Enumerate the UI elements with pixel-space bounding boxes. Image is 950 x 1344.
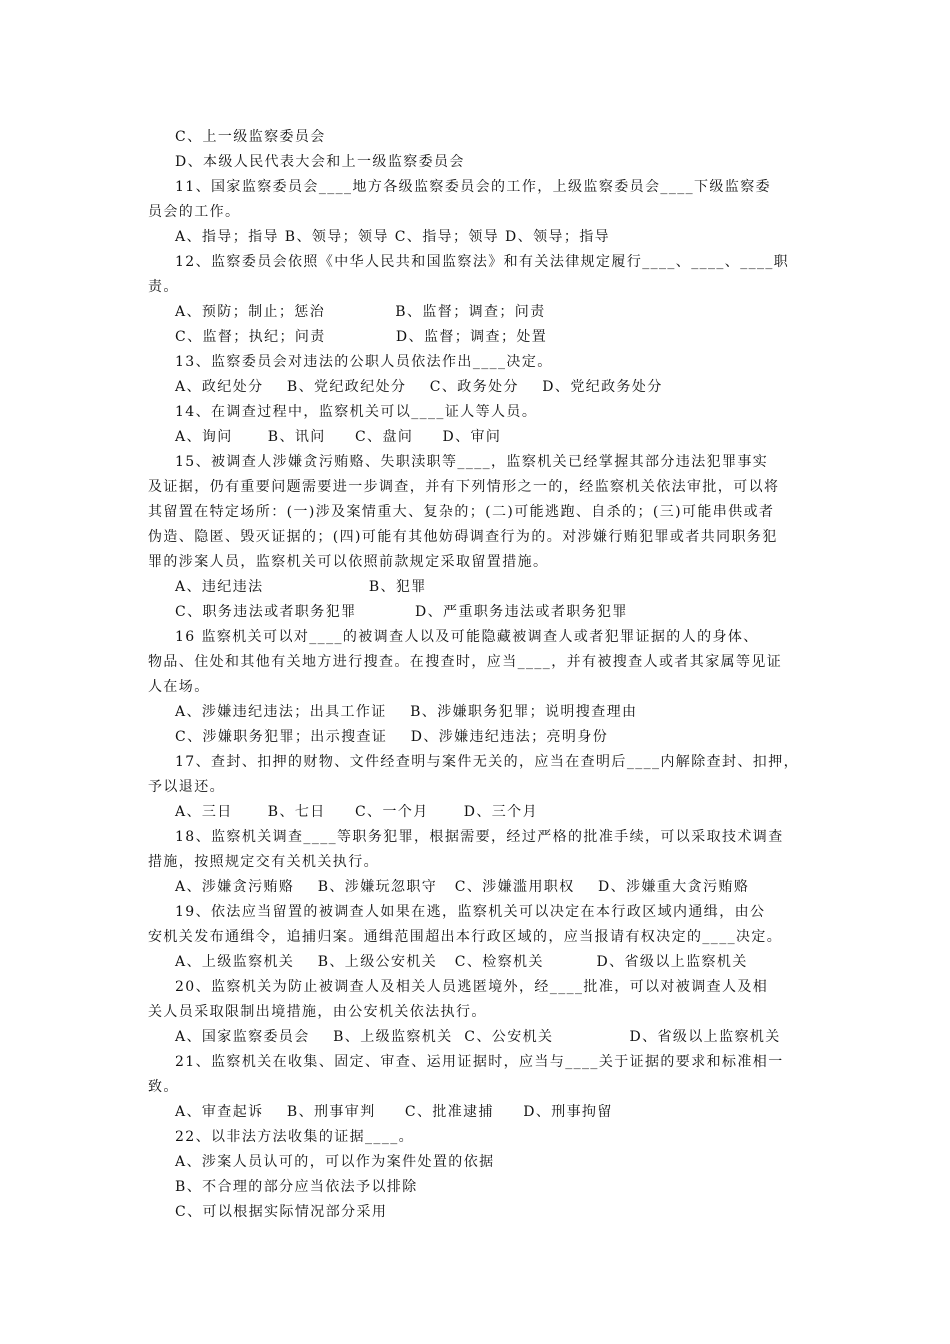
question-15-cont-3: 伪造、隐匿、毁灭证据的；(四)可能有其他妨碍调查行为的。对涉嫌行贿犯罪或者共同职务犯	[148, 529, 778, 545]
question-15-options-cd: C、职务违法或者职务犯罪 D、严重职务违法或者职务犯罪	[175, 604, 628, 620]
question-20: 20、监察机关为防止被调查人及相关人员逃匿境外，经____批准，可以对被调查人及相	[175, 979, 769, 995]
question-18-cont: 措施，按照规定交有关机关执行。	[148, 854, 379, 870]
question-11: 11、国家监察委员会____地方各级监察委员会的工作，上级监察委员会____下级监察委	[175, 179, 772, 195]
question-18: 18、监察机关调查____等职务犯罪，根据需要，经过严格的批准手续，可以采取技术调查	[175, 829, 784, 845]
option-c-line: C、上一级监察委员会	[175, 129, 326, 145]
question-21-cont: 致。	[148, 1079, 179, 1095]
question-12-options-cd: C、监督；执纪；问责 D、监督；调查；处置	[175, 329, 548, 345]
question-16-options-cd: C、涉嫌职务犯罪；出示搜查证 D、涉嫌违纪违法；亮明身份	[175, 729, 609, 745]
question-11-cont: 员会的工作。	[148, 204, 241, 220]
question-19: 19、依法应当留置的被调查人如果在逃，监察机关可以决定在本行政区域内通缉，由公	[175, 904, 766, 920]
question-20-cont: 关人员采取限制出境措施，由公安机关依法执行。	[148, 1004, 487, 1020]
question-17: 17、查封、扣押的财物、文件经查明与案件无关的，应当在查明后____内解除查封、扣押，	[175, 754, 800, 770]
question-22-option-b: B、不合理的部分应当依法予以排除	[175, 1179, 418, 1195]
question-16: 16 监察机关可以对____的被调查人以及可能隐藏被调查人或者犯罪证据的人的身体、	[175, 629, 759, 645]
question-17-options: A、三日 B、七日 C、一个月 D、三个月	[175, 804, 538, 820]
question-15-cont-2: 其留置在特定场所：(一)涉及案情重大、复杂的；(二)可能逃跑、自杀的；(三)可能串供或者	[148, 504, 775, 520]
question-13: 13、监察委员会对违法的公职人员依法作出____决定。	[175, 354, 553, 370]
question-17-cont: 予以退还。	[148, 779, 225, 795]
question-15-options-ab: A、违纪违法 B、犯罪	[175, 579, 427, 595]
question-21: 21、监察机关在收集、固定、审查、运用证据时，应当与____关于证据的要求和标准相一	[175, 1054, 784, 1070]
question-16-cont-2: 人在场。	[148, 679, 210, 695]
question-15-cont-1: 及证据，仍有重要问题需要进一步调查，并有下列情形之一的，经监察机关依法审批，可以将	[148, 479, 780, 495]
question-12: 12、监察委员会依照《中华人民共和国监察法》和有关法律规定履行____、____、____职	[175, 254, 790, 270]
question-22-option-c: C、可以根据实际情况部分采用	[175, 1204, 388, 1220]
question-14: 14、在调查过程中，监察机关可以____证人等人员。	[175, 404, 538, 420]
question-19-options: A、上级监察机关 B、上级公安机关 C、检察机关 D、省级以上监察机关	[175, 954, 748, 970]
question-18-options: A、涉嫌贪污贿赂 B、涉嫌玩忽职守 C、涉嫌滥用职权 D、涉嫌重大贪污贿赂	[175, 879, 750, 895]
question-15-cont-4: 罪的涉案人员，监察机关可以依照前款规定采取留置措施。	[148, 554, 549, 570]
question-22-option-a: A、涉案人员认可的，可以作为案件处置的依据	[175, 1154, 495, 1170]
question-16-cont-1: 物品、住处和其他有关地方进行搜查。在搜查时，应当____，并有被搜查人或者其家属等见证	[148, 654, 783, 670]
question-11-options: A、指导；指导 B、领导；领导 C、指导；领导 D、领导；指导	[175, 229, 611, 245]
question-13-options: A、政纪处分 B、党纪政纪处分 C、政务处分 D、党纪政务处分	[175, 379, 663, 395]
question-19-cont: 安机关发布通缉令，追捕归案。通缉范围超出本行政区域的，应当报请有权决定的____决定。	[148, 929, 783, 945]
option-d-line: D、本级人民代表大会和上一级监察委员会	[175, 154, 465, 170]
question-16-options-ab: A、涉嫌违纪违法；出具工作证 B、涉嫌职务犯罪；说明搜查理由	[175, 704, 638, 720]
question-12-cont: 责。	[148, 279, 179, 295]
question-21-options: A、审查起诉 B、刑事审判 C、批准逮捕 D、刑事拘留	[175, 1104, 613, 1120]
question-14-options: A、询问 B、讯问 C、盘问 D、审问	[175, 429, 502, 445]
question-22: 22、以非法方法收集的证据____。	[175, 1129, 415, 1145]
question-15: 15、被调查人涉嫌贪污贿赂、失职渎职等____，监察机关已经掌握其部分违法犯罪事实	[175, 454, 769, 470]
question-20-options: A、国家监察委员会 B、上级监察机关 C、公安机关 D、省级以上监察机关	[175, 1029, 781, 1045]
question-12-options-ab: A、预防；制止；惩治 B、监督；调查；问责	[175, 304, 546, 320]
